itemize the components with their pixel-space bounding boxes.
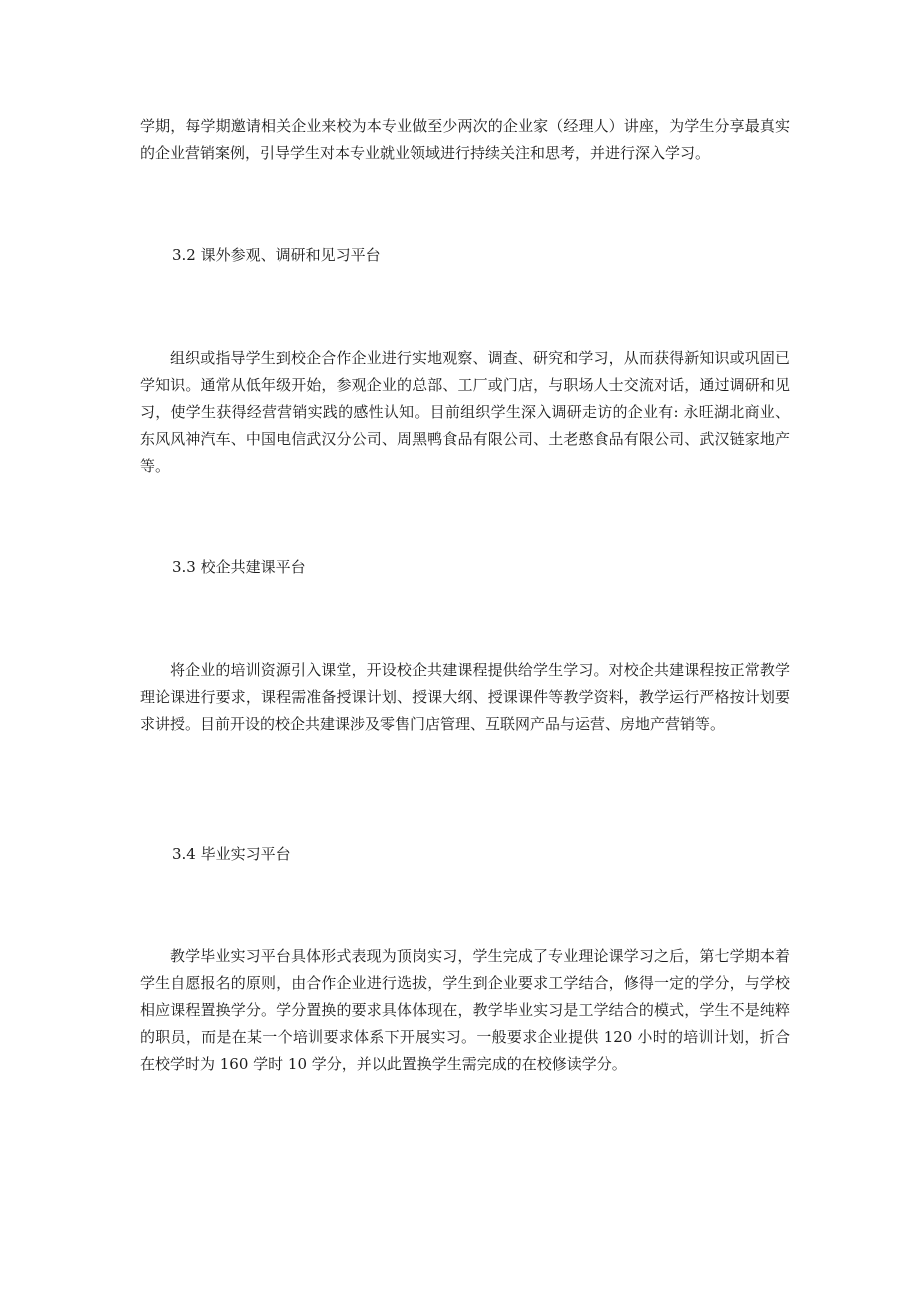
paragraph-lecture-intro: 学期，每学期邀请相关企业来校为本专业做至少两次的企业家（经理人）讲座，为学生分享最真实的企业营销案例，引导学生对本专业就业领域进行持续关注和思考，并进行深入学习。 (140, 117, 790, 162)
section-heading-3-4: 3.4 毕业实习平台 (172, 845, 291, 863)
paragraph-graduation-internship: 教学毕业实习平台具体形式表现为顶岗实习，学生完成了专业理论课学习之后，第七学期本着学生自愿报名的原则，由合作企业进行选拔，学生到企业要求工学结合，修得一定的学分，与学校相应课程置换学分。学分置换的要求具体体现在，教学毕业实习是工学结合的模式，学生不是纯粹的职员，而是在某一个培训要求体系下开展实习。一般要求企业提供 120 小时的培训计划，折合在校学时为 160 学时 10 学分，并以此置换学生需完成的在校修读学分。 (140, 947, 790, 1073)
section-heading-3-3: 3.3 校企共建课平台 (172, 558, 306, 576)
paragraph-visit-research: 组织或指导学生到校企合作企业进行实地观察、调查、研究和学习，从而获得新知识或巩固已学知识。通常从低年级开始，参观企业的总部、工厂或门店，与职场人士交流对话，通过调研和见习，使学生获得经营营销实践的感性认知。目前组织学生深入调研走访的企业有: 永旺湖北商业、东风风神汽车、中国电信武汉分公司、周黑鸭食品有限公司、土老憨食品有限公司、武汉链家地产等。 (140, 349, 790, 475)
section-heading-3-2: 3.2 课外参观、调研和见习平台 (172, 246, 381, 264)
paragraph-joint-course: 将企业的培训资源引入课堂，开设校企共建课程提供给学生学习。对校企共建课程按正常教学理论课进行要求，课程需准备授课计划、授课大纲、授课课件等教学资料，教学运行严格按计划要求讲授。目前开设的校企共建课涉及零售门店管理、互联网产品与运营、房地产营销等。 (140, 661, 790, 733)
